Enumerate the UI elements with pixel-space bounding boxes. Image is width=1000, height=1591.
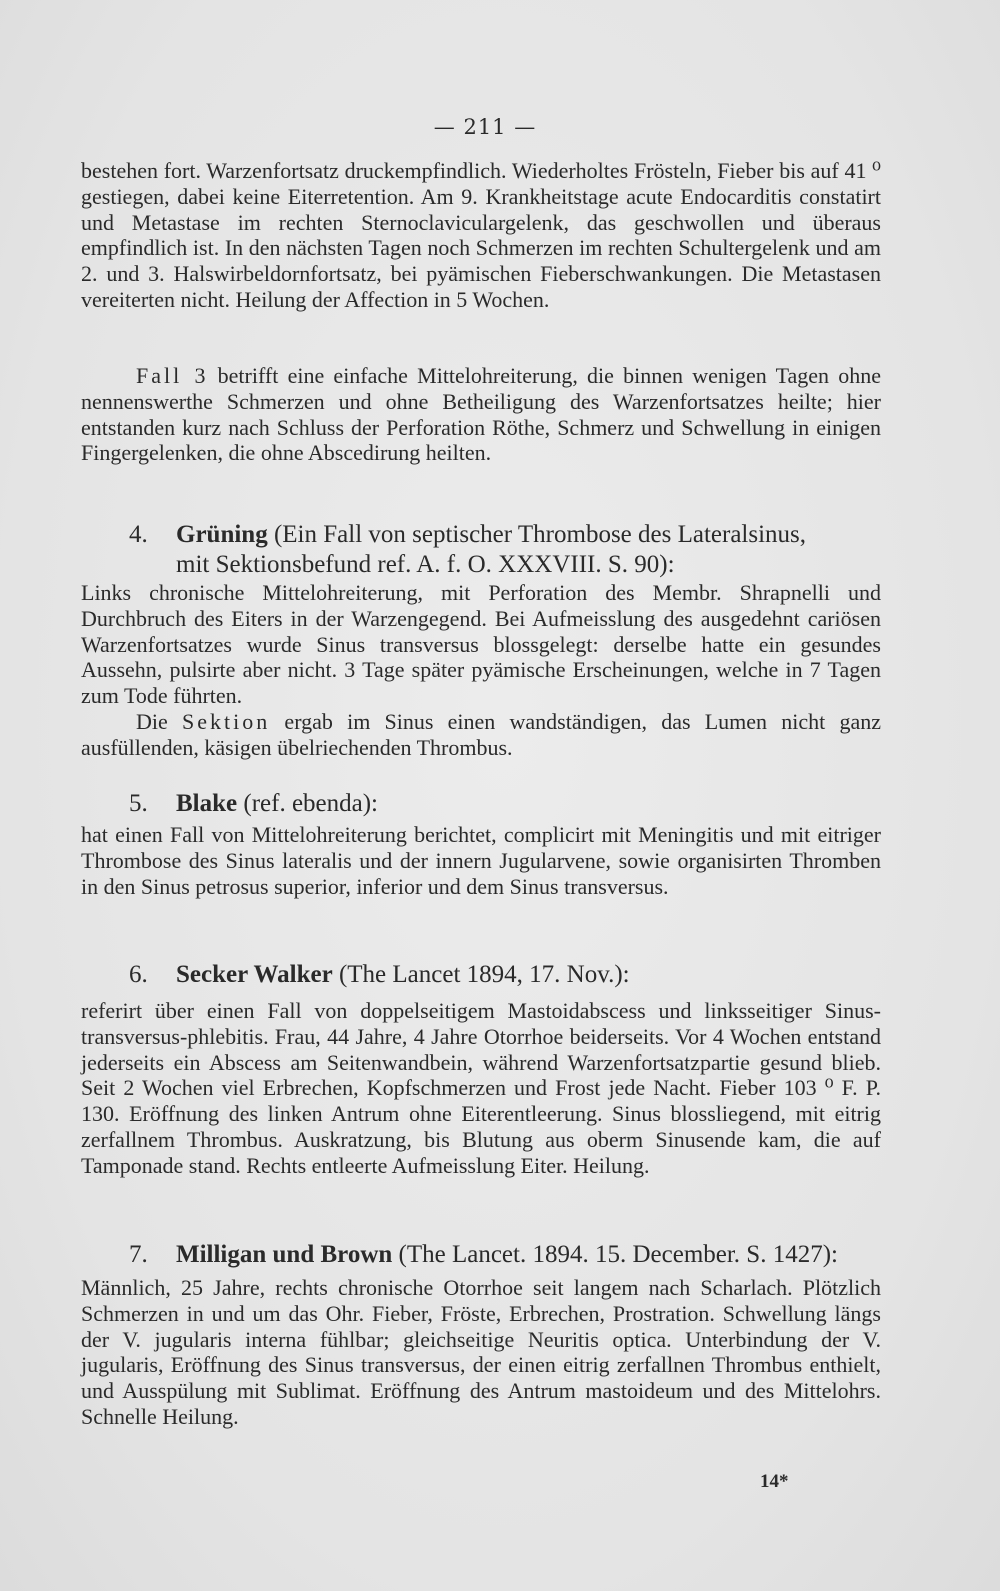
paragraph-fall-3 bbox=[81, 363, 881, 466]
section-number: 4. bbox=[129, 521, 148, 548]
section-author: Grüning bbox=[176, 521, 268, 548]
section-title: (ref. ebenda): bbox=[237, 790, 379, 817]
section-author: Secker Walker bbox=[176, 961, 333, 988]
paragraph-text: Männlich, 25 Jahre, rechts chronische Otorrhoe seit langem nach Scharlach. Plötzlich Schmerzen in und um das Ohr. Fieber, Fröste, Erbrechen, Prostration. Schwellung längs der V. jugularis interna fühlbar; gleichseitige Neuritis optica. Unterbindung der V. jugularis, Eröffnung des Sinus transversus, der einen eitrig zerfallnen Thrombus enthielt, und Ausspülung mit Sublimat. Eröffnung des Antrum mastoideum und des Mittelohrs. Schnelle Heilung. bbox=[81, 1275, 881, 1429]
paragraph-text: hat einen Fall von Mittelohreiterung berichtet, complicirt mit Meningitis und mit eitriger Thrombose des Sinus lateralis und der innern Jugularvene, sowie organisirten Thromben in den Sinus petrosus superior, inferior und dem Sinus transversus. bbox=[81, 822, 881, 899]
section-body-7 bbox=[81, 1275, 881, 1430]
section-body-6 bbox=[81, 998, 881, 1179]
section-body-5 bbox=[81, 822, 881, 899]
paragraph-text bbox=[81, 363, 881, 466]
text-fragment: Die bbox=[136, 708, 182, 734]
section-number: 7. bbox=[129, 1241, 148, 1268]
section-author: Milligan und Brown bbox=[176, 1241, 393, 1268]
page-number: — 211 — bbox=[433, 115, 537, 139]
case-label: Fall 3 bbox=[136, 363, 209, 388]
section-number: 5. bbox=[129, 790, 148, 817]
paragraph-text: Links chronische Mittelohreiterung, mit Perforation des Membr. Shrapnelli und Durchbruch des Eiters in der Warzengegend. Bei Aufmeisslung des ausgedehnt cariösen Warzenfortsatzes wurde Sinus transversus blossgelegt: derselbe hatte ein gesundes Aussehn, pulsirte aber nicht. 3 Tage später pyämische Erscheinungen, welche in 7 Tagen zum Tode führten. bbox=[81, 580, 881, 709]
section-heading-7 bbox=[81, 1240, 881, 1270]
paragraph-text: bestehen fort. Warzenfortsatz druckempfindlich. Wiederholtes Frösteln, Fieber bis auf 41 ⁰ gestiegen, dabei keine Eiterretention. Am 9. Krankheitstage acute Endocarditis constatirt und Metastase im rechten Sternoclaviculargelenk, das geschwollen und überaus empfindlich ist. In den nächsten Tagen noch Schmerzen im rechten Schultergelenk und am 2. und 3. Halswirbeldornfortsatz, bei pyämischen Fieberschwankungen. Die Metastasen vereiterten nicht. Heilung der Affection in 5 Wochen. bbox=[81, 158, 881, 312]
section-author: Blake bbox=[176, 790, 238, 817]
paragraph-text bbox=[81, 709, 881, 761]
paragraph-text: referirt über einen Fall von doppelseitigem Mastoidabscess und linksseitiger Sinus-transversus-phlebitis. Frau, 44 Jahre, 4 Jahre Otorrhoe beiderseits. Vor 4 Wochen entstand jederseits ein Abscess am Seitenwandbein, während Warzenfortsatzpartie gesund blieb. Seit 2 Wochen viel Erbrechen, Kopfschmerzen und Frost jede Nacht. Fieber 103 ⁰ F. P. 130. Eröffnung des linken Antrum ohne Eiterentleerung. Sinus blossliegend, mit eitrig zerfallnem Thrombus. Auskratzung, bis Blutung aus oberm Sinusende kam, die auf Tamponade stand. Rechts entleerte Aufmeisslung Eiter. Heilung. bbox=[81, 998, 881, 1178]
section-title: (The Lancet 1894, 17. Nov.): bbox=[332, 961, 630, 988]
spaced-word: Sektion bbox=[181, 708, 271, 734]
section-heading-4 bbox=[81, 520, 881, 580]
text-fragment: ergab im Sinus einen wandständigen, das Lumen nicht ganz ausfüllenden, käsigen übelriechenden Thrombus. bbox=[81, 708, 881, 760]
paragraph-body: betrifft eine einfache Mittelohreiterung, die binnen wenigen Tagen ohne nennenswerthe Schmerzen und ohne Betheiligung des Warzenfortsatzes heilte; hier entstanden kurz nach Schluss der Perforation Röthe, Schmerz und Schwellung in einigen Fingergelenken, die ohne Abscedirung heilten. bbox=[81, 363, 881, 466]
section-title: (Ein Fall von septischer Thrombose des Lateralsinus, bbox=[267, 521, 807, 548]
section-number: 6. bbox=[129, 961, 148, 988]
section-title-line2: mit Sektionsbefund ref. A. f. O. XXXVIII. S. 90): bbox=[176, 551, 675, 578]
section-title: (The Lancet. 1894. 15. December. S. 1427): bbox=[392, 1241, 838, 1268]
section-heading-5 bbox=[81, 789, 881, 819]
section-heading-6 bbox=[81, 960, 881, 990]
section-body-4 bbox=[81, 580, 881, 761]
paragraph-continuation bbox=[81, 158, 881, 313]
signature-mark: 14* bbox=[760, 1471, 789, 1492]
